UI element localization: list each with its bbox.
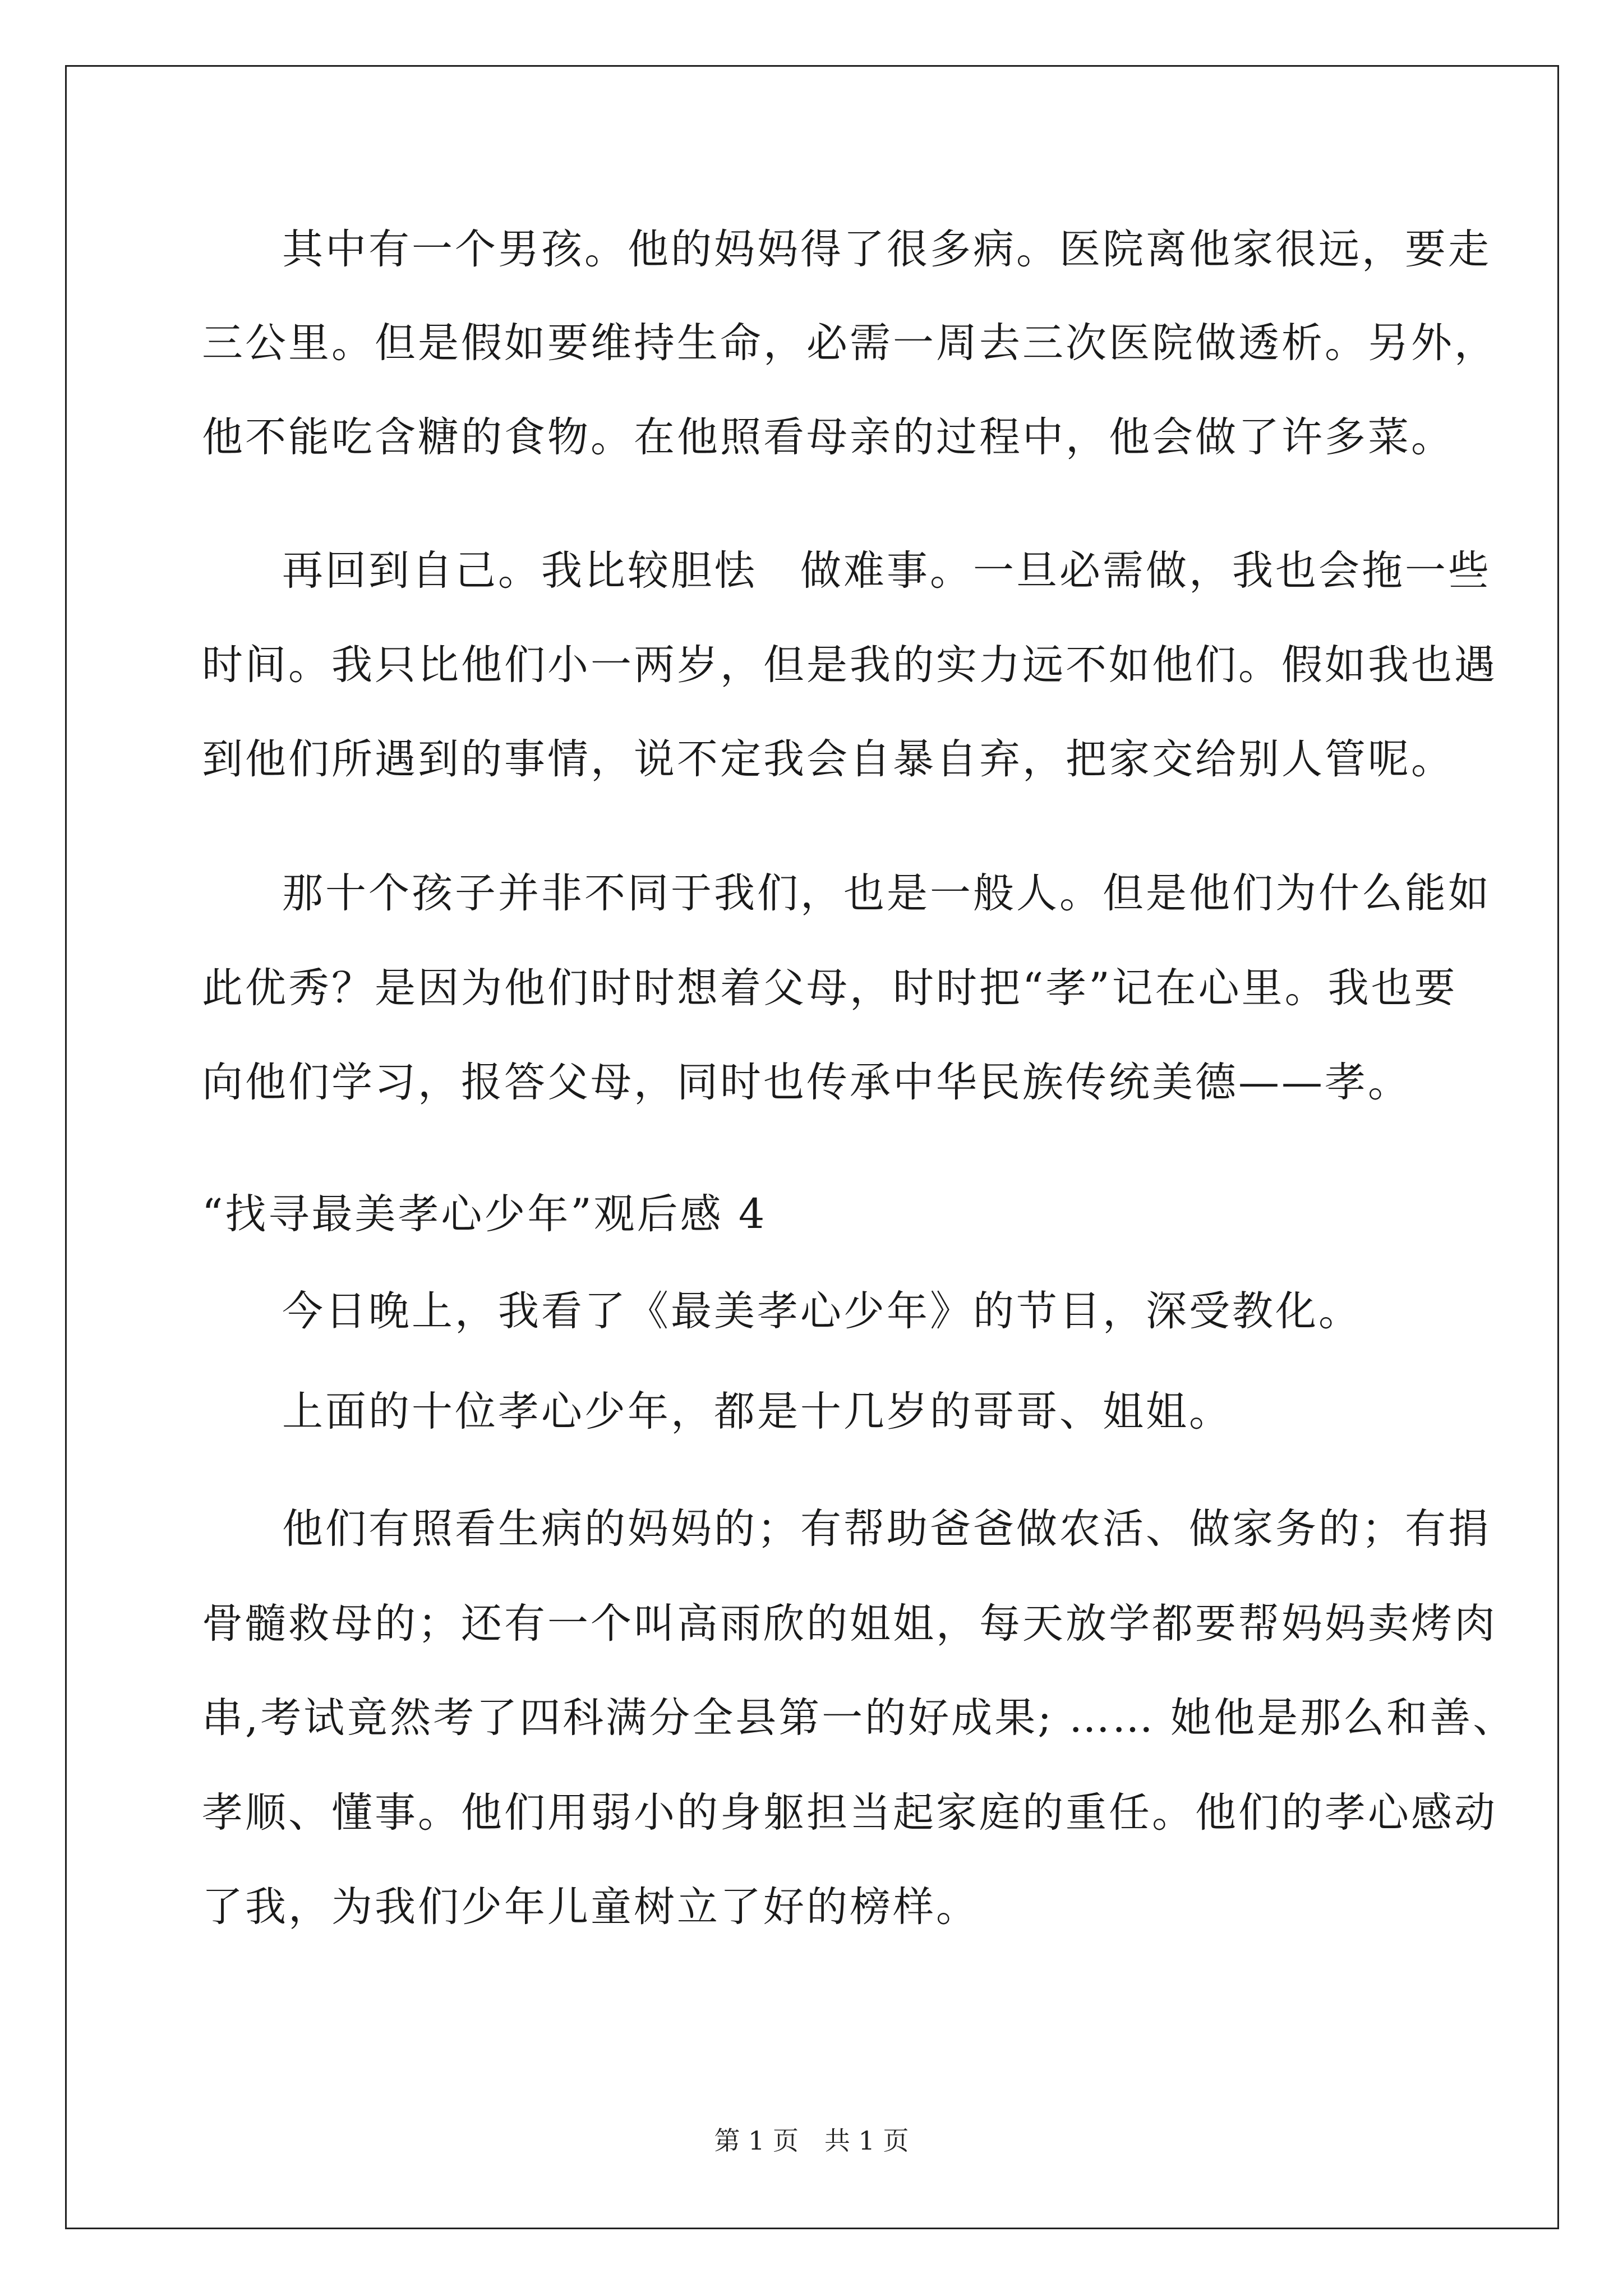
paragraph-line: 此优秀？是因为他们时时想着父母，时时把“孝”记在心里。我也要	[202, 964, 1458, 1012]
paragraph-line: 了我，为我们少年儿童树立了好的榜样。	[202, 1883, 979, 1931]
paragraph-line: 上面的十位孝心少年，都是十几岁的哥哥、姐姐。	[282, 1388, 1232, 1435]
section-title: “找寻最美孝心少年”观后感 4	[202, 1190, 767, 1238]
paragraph-line: 三公里。但是假如要维持生命，必需一周去三次医院做透析。另外，	[202, 319, 1497, 367]
paragraph-line: 他们有照看生病的妈妈的；有帮助爸爸做农活、做家务的；有捐	[282, 1505, 1491, 1553]
paragraph-line: 那十个孩子并非不同于我们，也是一般人。但是他们为什么能如	[282, 869, 1491, 917]
paragraph-line: 时间。我只比他们小一两岁，但是我的实力远不如他们。假如我也遇	[202, 641, 1497, 689]
paragraph-line: 到他们所遇到的事情，说不定我会自暴自弃，把家交给别人管呢。	[202, 735, 1454, 783]
paragraph-line: 孝顺、懂事。他们用弱小的身躯担当起家庭的重任。他们的孝心感动	[202, 1789, 1497, 1837]
paragraph-line: 向他们学习，报答父母，同时也传承中华民族传统美德——孝。	[202, 1059, 1411, 1106]
paragraph-line: 其中有一个男孩。他的妈妈得了很多病。医院离他家很远，要走	[282, 226, 1491, 273]
paragraph-line: 串,考试竟然考了四科满分全县第一的好成果; …… 她他是那么和善、	[202, 1694, 1516, 1742]
paragraph-line: 他不能吃含糖的食物。在他照看母亲的过程中，他会做了许多菜。	[202, 413, 1454, 461]
page-footer: 第 1 页 共 1 页	[714, 2125, 909, 2156]
paragraph-line: 再回到自己。我比较胆怯 做难事。一旦必需做，我也会拖一些	[282, 547, 1491, 595]
paragraph-line: 今日晚上，我看了《最美孝心少年》的节目，深受教化。	[282, 1287, 1362, 1335]
paragraph-line: 骨髓救母的；还有一个叫高雨欣的姐姐，每天放学都要帮妈妈卖烤肉	[202, 1600, 1497, 1648]
